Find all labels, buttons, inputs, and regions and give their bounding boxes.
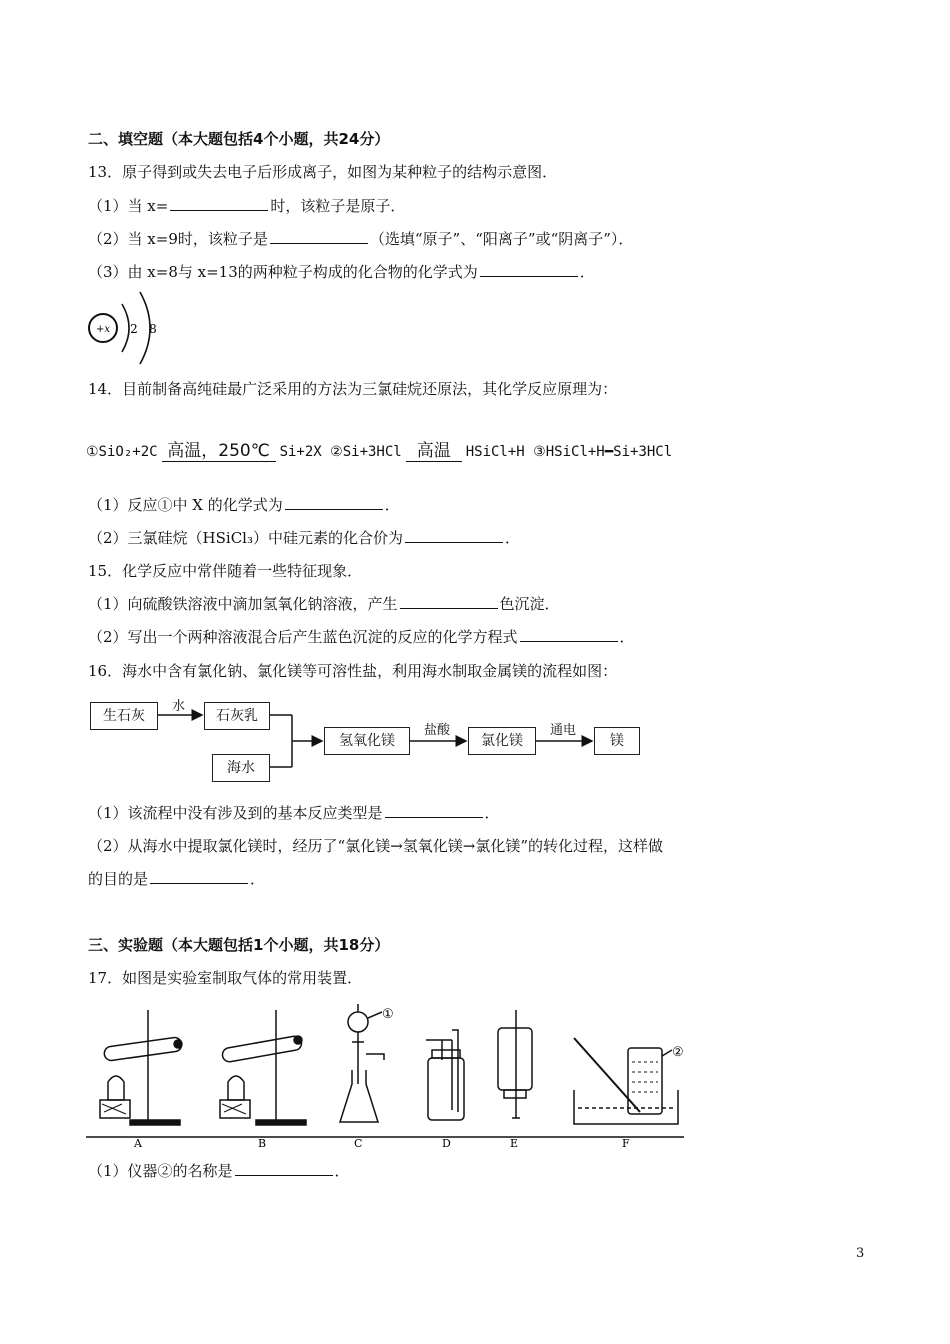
flow-box-seawater: 海水: [212, 754, 270, 782]
q14-part1-pre: （1）反应①中 X 的化学式为: [88, 496, 283, 514]
apparatus-mark-1: ①: [382, 1007, 394, 1022]
page-number: 3: [856, 1246, 865, 1261]
answer-blank: [405, 528, 503, 543]
flow-box-mg-hydroxide: 氢氧化镁: [324, 727, 410, 755]
answer-blank: [385, 803, 483, 818]
reaction-2-right: HSiCl+H: [465, 444, 525, 460]
q15-stem: 15．化学反应中常伴随着一些特征现象．: [88, 562, 363, 580]
answer-blank: [480, 262, 578, 277]
reaction-1-right: Si+2X: [279, 444, 322, 460]
electron-shell-1: [122, 304, 129, 352]
apparatus-label-f: F: [622, 1137, 630, 1148]
apparatus-label-d: D: [442, 1137, 451, 1148]
answer-blank: [150, 869, 248, 884]
q13-stem: 13．原子得到或失去电子后形成离子，如图为某种粒子的结构示意图．: [88, 163, 558, 181]
q13-part1: [88, 195, 405, 216]
q13-part2-pre: （2）当 x=9时，该粒子是: [88, 230, 268, 248]
q16-stem: 16．海水中含有氯化钠、氯化镁等可溶性盐，利用海水制取金属镁的流程如图：: [88, 662, 618, 680]
apparatus-c: [340, 1004, 384, 1122]
answer-blank: [400, 594, 498, 609]
apparatus-f: [574, 1038, 678, 1124]
section-2-title: 二、填空题（本大题包括4个小题，共24分）: [88, 130, 390, 148]
q17-stem: 17．如图是实验室制取气体的常用装置．: [88, 969, 363, 987]
q13-part2-post: （选填“原子”、“阳离子”或“阴离子”）．: [369, 230, 634, 248]
q13-part3-pre: （3）由 x=8与 x=13的两种粒子构成的化合物的化学式为: [88, 263, 478, 281]
reaction-2-condition: 高温: [406, 436, 462, 462]
apparatus-label-b: B: [258, 1137, 267, 1148]
flow-label-electrolysis: 通电: [550, 723, 577, 738]
q14-part2-pre: （2）三氯硅烷（HSiCl₃）中硅元素的化合价为: [88, 529, 403, 547]
apparatus-a: [100, 1010, 183, 1125]
q13-part1-pre: （1）当 x=: [88, 197, 169, 215]
q16-part2-pre: 的目的是: [88, 870, 149, 888]
apparatus-label-c: C: [354, 1137, 363, 1148]
q15-part2-post: ．: [619, 628, 635, 646]
apparatus-d: [426, 1030, 464, 1120]
q15-part2-pre: （2）写出一个两种溶液混合后产生蓝色沉淀的反应的化学方程式: [88, 628, 518, 646]
nucleus-charge: +x: [95, 324, 111, 335]
apparatus-mark-2: ②: [672, 1045, 684, 1060]
atom-structure-diagram: [84, 290, 174, 370]
q13-part2: [88, 228, 633, 249]
shell-1-count: 2: [130, 322, 138, 336]
reaction-3: ③HSiCl+H━Si+3HCl: [533, 444, 673, 460]
answer-blank: [235, 1161, 333, 1176]
q15-part1-post: 色沉淀．: [499, 595, 560, 613]
flow-label-hcl: 盐酸: [424, 723, 451, 738]
flow-box-magnesium: 镁: [594, 727, 640, 755]
q17-part1: [88, 1160, 350, 1181]
answer-blank: [285, 495, 383, 510]
q16-part2-line1: （2）从海水中提取氯化镁时，经历了“氯化镁→氢氧化镁→氯化镁”的转化过程，这样做: [88, 837, 664, 855]
section-3-title: 三、实验题（本大题包括1个小题，共18分）: [88, 936, 390, 954]
q15-part2: [88, 626, 635, 647]
q16-part2-line2: [88, 868, 265, 889]
flow-box-limemilk: 石灰乳: [204, 702, 270, 730]
flow-box-mg-chloride: 氯化镁: [468, 727, 536, 755]
q14-equations: [86, 436, 672, 462]
q14-part2: [88, 527, 520, 548]
reaction-1-left: ①SiO₂+2C: [86, 444, 158, 460]
answer-blank: [520, 627, 618, 642]
q17-part1-post: ．: [334, 1162, 350, 1180]
shell-2-count: 8: [149, 322, 157, 336]
q15-part1-pre: （1）向硫酸铁溶液中滴加氢氧化钠溶液，产生: [88, 595, 398, 613]
reaction-1-condition: 高温，250℃: [162, 436, 276, 462]
magnesium-flow-diagram: [88, 695, 640, 785]
apparatus-e: [498, 1010, 532, 1118]
apparatus-b: [220, 1010, 306, 1125]
q16-part2-post: ．: [250, 870, 266, 888]
q16-part1: [88, 802, 500, 823]
lab-apparatus-figure: [86, 1000, 686, 1148]
q16-part1-post: ．: [484, 804, 500, 822]
apparatus-label-a: A: [134, 1137, 142, 1148]
q15-part1: [88, 593, 560, 614]
apparatus-label-e: E: [510, 1137, 519, 1148]
q14-part2-post: ．: [505, 529, 521, 547]
q17-part1-pre: （1）仪器②的名称是: [88, 1162, 233, 1180]
flow-label-water: 水: [172, 699, 186, 714]
q16-part1-pre: （1）该流程中没有涉及到的基本反应类型是: [88, 804, 383, 822]
answer-blank: [270, 229, 368, 244]
q13-part3: [88, 261, 595, 282]
q13-part1-post: 时，该粒子是原子．: [270, 197, 406, 215]
flow-box-quicklime: 生石灰: [90, 702, 158, 730]
answer-blank: [170, 196, 268, 211]
q14-part1-post: ．: [384, 496, 400, 514]
reaction-2-left: ②Si+3HCl: [330, 444, 402, 460]
q13-part3-post: ．: [579, 263, 595, 281]
q14-part1: [88, 494, 400, 515]
q14-stem: 14．目前制备高纯硅最广泛采用的方法为三氯硅烷还原法，其化学反应原理为：: [88, 380, 618, 398]
